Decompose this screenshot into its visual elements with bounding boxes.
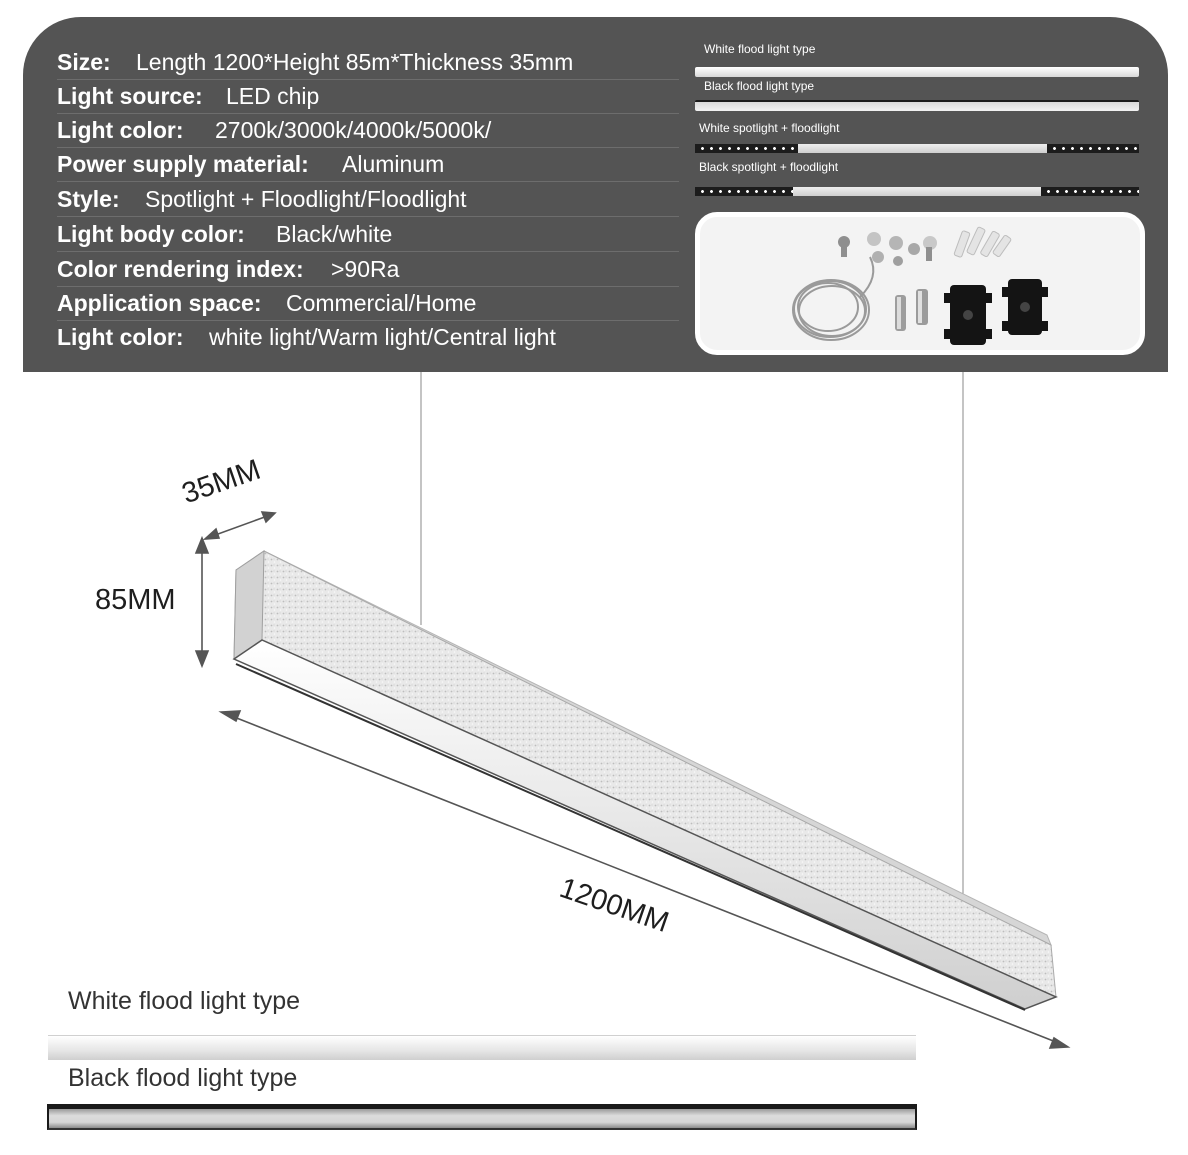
dimension-thickness-label: 35MM (178, 453, 265, 511)
spec-value: Commercial/Home (286, 290, 477, 316)
spec-value: LED chip (226, 83, 320, 109)
spec-label: Application space: (57, 290, 262, 316)
spec-value: Spotlight + Floodlight/Floodlight (145, 186, 467, 212)
dimension-length-label: 1200MM (555, 872, 673, 939)
dimension-height-label: 85MM (95, 584, 176, 616)
spec-label: Light color: (57, 324, 184, 350)
linear-lamp (234, 551, 1056, 1010)
spec-label: Light color: (57, 117, 184, 143)
spec-value: >90Ra (331, 256, 400, 282)
spec-value: white light/Warm light/Central light (209, 324, 556, 350)
variant-label-white-spot: White spotlight + floodlight (699, 121, 840, 135)
spec-label: Style: (57, 186, 120, 212)
bottom-white-label: White flood light type (68, 987, 301, 1015)
spec-value: Aluminum (342, 151, 445, 177)
spec-label: Light body color: (57, 221, 245, 247)
spec-label: Size: (57, 49, 111, 75)
black-flood-light-bar (47, 1104, 917, 1130)
spec-label: Light source: (57, 83, 203, 109)
variant-label-black-spot: Black spotlight + floodlight (699, 160, 839, 174)
spec-value: Length 1200*Height 85m*Thickness 35mm (136, 49, 574, 75)
variant-label-white-flood: White flood light type (704, 42, 816, 56)
bottom-black-label: Black flood light type (68, 1064, 298, 1092)
spec-value: Black/white (276, 221, 393, 247)
white-flood-light-bar (48, 1035, 916, 1060)
spec-value: 2700k/3000k/4000k/5000k/ (215, 117, 492, 143)
spec-label: Color rendering index: (57, 256, 304, 282)
spec-label: Power supply material: (57, 151, 309, 177)
variant-label-black-flood: Black flood light type (704, 79, 815, 93)
